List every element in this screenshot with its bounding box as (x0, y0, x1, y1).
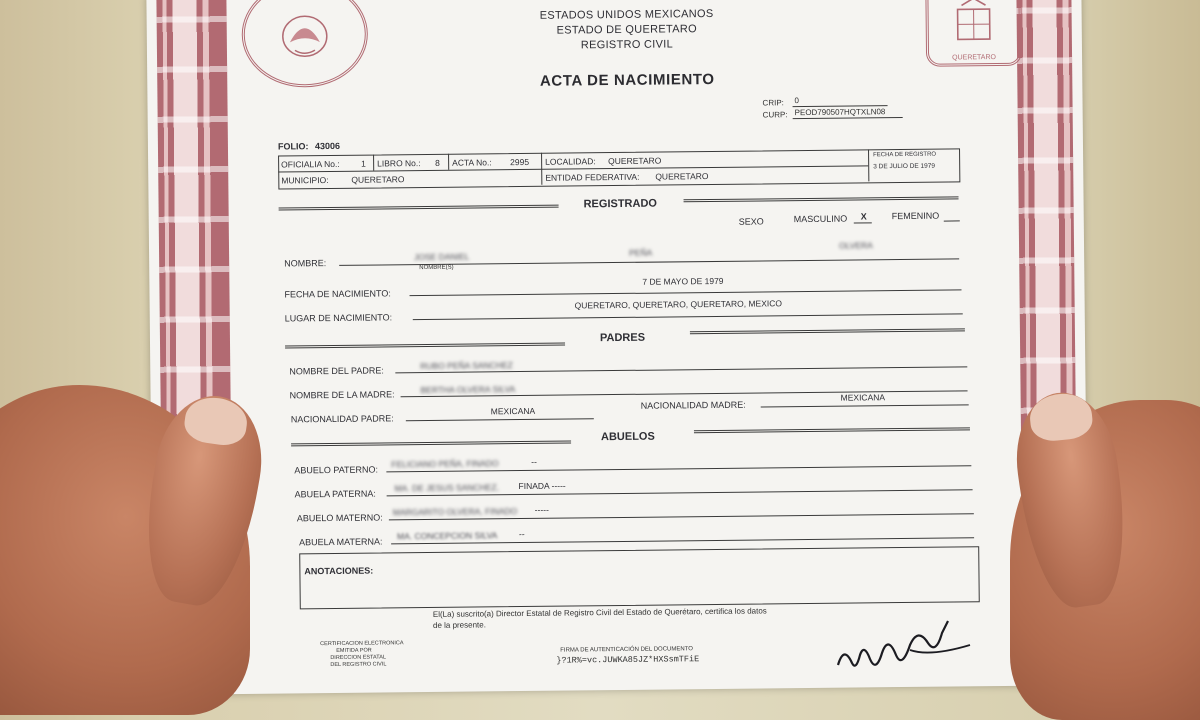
nombre-label: NOMBRE: (284, 258, 326, 268)
abuelo-paterno-label: ABUELO PATERNO: (294, 465, 378, 476)
state-text: ESTADO DE QUERETARO (242, 19, 1012, 42)
signature-icon (830, 615, 980, 675)
nac-padre-value: MEXICANA (491, 406, 536, 416)
madre-label: NOMBRE DE LA MADRE: (290, 389, 395, 400)
section-abuelos: ABUELOS (601, 431, 655, 444)
oficialia-value: 1 (361, 159, 366, 169)
section-registrado: REGISTRADO (584, 198, 657, 211)
issuer-header (242, 4, 1012, 57)
fecha-registro-value: 3 DE JULIO DE 1979 (873, 163, 935, 171)
abuela-paterna-label: ABUELA PATERNA: (295, 489, 376, 500)
firma-label: FIRMA DE AUTENTICACIÓN DEL DOCUMENTO (560, 646, 693, 653)
sexo-label: SEXO (739, 216, 764, 226)
registry-text: REGISTRO CIVIL (242, 34, 1012, 57)
abuelo-materno-label: ABUELO MATERNO: (297, 512, 383, 523)
nac-padre-label: NACIONALIDAD PADRE: (291, 413, 394, 424)
lugar-nacimiento-value: QUERETARO, QUERETARO, QUERETARO, MEXICO (575, 298, 782, 310)
cert-elec-4: DEL REGISTRO CIVIL (330, 661, 386, 668)
abuela-materna-tail: -- (519, 529, 525, 539)
certificate-content (241, 0, 1018, 694)
curp-value: PEOD790507HQTXLN08 (795, 107, 886, 117)
fecha-nacimiento-value: 7 DE MAYO DE 1979 (642, 276, 723, 287)
apellido2-value: OLVERA (839, 240, 873, 250)
firma-value: }?1R%=vc.JUWKA85JZ*HXSsmTFiE (556, 654, 699, 665)
anotaciones-box (299, 546, 980, 609)
acta-value: 2995 (510, 157, 529, 167)
apellido1-value: PEÑA (629, 248, 652, 258)
localidad-value: QUERETARO (608, 156, 661, 167)
municipio-value: QUERETARO (351, 174, 404, 185)
entidad-value: QUERETARO (655, 171, 708, 182)
right-seal-text: QUERETARO (952, 54, 996, 61)
nombre-sublabel: NOMBRE(S) (419, 265, 453, 271)
masculino-mark: X (861, 211, 867, 221)
folio-value: 43006 (315, 141, 340, 151)
anotaciones-label: ANOTACIONES: (304, 566, 373, 577)
abuela-paterna-value: MA. DE JESUS SANCHEZ, (394, 482, 498, 493)
certifica-text-2: de la presente. (433, 620, 486, 630)
nac-madre-value: MEXICANA (841, 392, 886, 402)
municipio-label: MUNICIPIO: (281, 175, 328, 185)
country-text: ESTADOS UNIDOS MEXICANOS (242, 4, 1012, 27)
padre-value: RUBO PEÑA SANCHEZ (420, 360, 513, 371)
masculino-label: MASCULINO (794, 214, 848, 225)
fecha-registro-label: FECHA DE REGISTRO (873, 152, 936, 159)
entidad-label: ENTIDAD FEDERATIVA: (545, 172, 639, 183)
birth-certificate-paper (146, 0, 1088, 695)
nac-madre-label: NACIONALIDAD MADRE: (641, 400, 746, 411)
nombre-value: JOSE DANIEL (414, 252, 469, 263)
folio-label: FOLIO: (278, 141, 309, 151)
lugar-nacimiento-label: LUGAR DE NACIMIENTO: (285, 312, 392, 323)
abuela-materna-value: MA. CONCEPCION SILVA (397, 530, 497, 541)
abuela-paterna-tail: FINADA ----- (518, 481, 565, 491)
curp-label: CURP: (763, 110, 788, 119)
abuelo-paterno-tail: -- (531, 457, 537, 467)
crip-label: CRIP: (762, 98, 783, 107)
certifica-text: El(La) suscrito(a) Director Estatal de Registro Civil del Estado de Querétaro, certifica los datos (433, 606, 767, 618)
libro-label: LIBRO No.: (377, 158, 421, 168)
abuelo-materno-tail: ----- (535, 505, 549, 515)
femenino-label: FEMENINO (892, 211, 940, 221)
madre-value: BERTHA OLVERA SILVA (420, 384, 515, 395)
oficialia-label: OFICIALIA No.: (281, 159, 340, 170)
libro-value: 8 (435, 158, 440, 168)
padre-label: NOMBRE DEL PADRE: (289, 365, 384, 376)
document-title: ACTA DE NACIMIENTO (242, 68, 1012, 93)
cert-elec-1: CERTIFICACION ELECTRONICA (320, 640, 403, 647)
cert-elec-3: DIRECCION ESTATAL (330, 654, 386, 661)
crip-value: 0 (794, 96, 799, 105)
cert-elec-2: EMITIDA POR (336, 648, 372, 654)
localidad-label: LOCALIDAD: (545, 156, 596, 167)
abuelo-materno-value: MARGARITO OLVERA, FINADO (393, 506, 517, 517)
abuela-materna-label: ABUELA MATERNA: (299, 536, 382, 547)
fecha-nacimiento-label: FECHA DE NACIMIENTO: (284, 288, 390, 299)
acta-label: ACTA No.: (452, 157, 492, 167)
section-padres: PADRES (600, 332, 645, 344)
abuelo-paterno-value: FELICIANO PEÑA, FINADO (391, 458, 498, 469)
